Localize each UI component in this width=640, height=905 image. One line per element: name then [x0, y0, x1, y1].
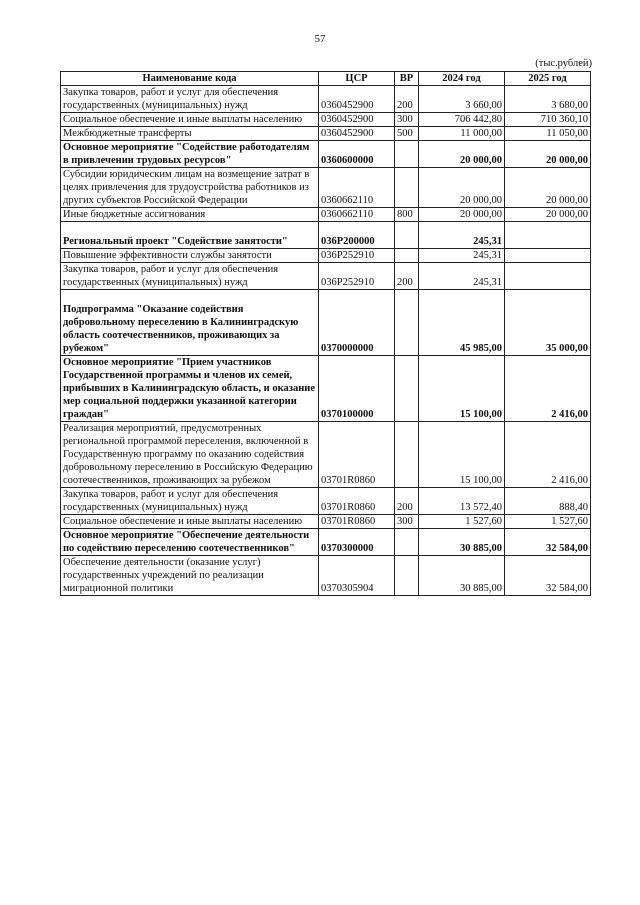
- table-row: [61, 141, 591, 168]
- table-row: [61, 556, 591, 596]
- cell-csr: 0370300000: [319, 529, 395, 556]
- cell-vr: 300: [395, 113, 419, 127]
- cell-2025: 888,40: [505, 488, 591, 515]
- cell-name: Повышение эффективности службы занятости: [61, 249, 319, 263]
- cell-2025: [505, 263, 591, 290]
- table-row: [61, 86, 591, 113]
- cell-vr: [395, 529, 419, 556]
- cell-name: Региональный проект "Содействие занятости": [61, 222, 319, 249]
- header-vr: ВР: [395, 72, 419, 86]
- cell-vr: [395, 249, 419, 263]
- cell-vr: 500: [395, 127, 419, 141]
- cell-2024: 30 885,00: [419, 556, 505, 596]
- table-row: [61, 488, 591, 515]
- cell-2024: 245,31: [419, 249, 505, 263]
- cell-name: Социальное обеспечение и иные выплаты населению: [61, 113, 319, 127]
- cell-name: Основное мероприятие "Обеспечение деятельности по содействию переселению соотечественников": [61, 529, 319, 556]
- cell-name: Закупка товаров, работ и услуг для обеспечения государственных (муниципальных) нужд: [61, 488, 319, 515]
- budget-table: [60, 71, 591, 596]
- cell-csr: 0370100000: [319, 356, 395, 422]
- cell-name: Основное мероприятие "Прием участников Государственной программы и членов их семей, прибывших в Калининградскую область, и оказание мер социальной поддержки указанной категории граждан": [61, 356, 319, 422]
- table-row: [61, 515, 591, 529]
- cell-vr: [395, 556, 419, 596]
- cell-2025: 710 360,10: [505, 113, 591, 127]
- cell-2025: 20 000,00: [505, 208, 591, 222]
- cell-2024: 15 100,00: [419, 422, 505, 488]
- cell-2025: 32 584,00: [505, 529, 591, 556]
- table-row: [61, 422, 591, 488]
- cell-vr: [395, 290, 419, 356]
- cell-2025: 3 680,00: [505, 86, 591, 113]
- cell-2024: 20 000,00: [419, 141, 505, 168]
- cell-2024: 245,31: [419, 222, 505, 249]
- cell-name: Основное мероприятие "Содействие работодателям в привлечении трудовых ресурсов": [61, 141, 319, 168]
- cell-2024: 13 572,40: [419, 488, 505, 515]
- cell-2025: 11 050,00: [505, 127, 591, 141]
- cell-csr: 0360662110: [319, 168, 395, 208]
- cell-csr: 036P200000: [319, 222, 395, 249]
- cell-vr: [395, 168, 419, 208]
- cell-2025: 32 584,00: [505, 556, 591, 596]
- cell-2024: 11 000,00: [419, 127, 505, 141]
- cell-csr: 03701R0860: [319, 515, 395, 529]
- cell-2025: 2 416,00: [505, 356, 591, 422]
- table-row: [61, 263, 591, 290]
- cell-2024: 20 000,00: [419, 208, 505, 222]
- page-number: 57: [314, 33, 326, 45]
- header-name: Наименование кода: [61, 72, 319, 86]
- cell-name: Субсидии юридическим лицам на возмещение затрат в целях привлечения для трудоустройства работников из других субъектов Российской Федерации: [61, 168, 319, 208]
- cell-name: Подпрограмма "Оказание содействия добровольному переселению в Калининградскую область соотечественников, проживающих за рубежом": [61, 290, 319, 356]
- cell-name: Межбюджетные трансферты: [61, 127, 319, 141]
- cell-csr: 0360452900: [319, 113, 395, 127]
- cell-vr: [395, 141, 419, 168]
- table-row: [61, 113, 591, 127]
- cell-vr: 800: [395, 208, 419, 222]
- cell-2025: 1 527,60: [505, 515, 591, 529]
- cell-csr: 0370305904: [319, 556, 395, 596]
- table-row: [61, 529, 591, 556]
- cell-name: Обеспечение деятельности (оказание услуг) государственных учреждений по реализации миграционной политики: [61, 556, 319, 596]
- table-row: [61, 168, 591, 208]
- cell-2024: 45 985,00: [419, 290, 505, 356]
- cell-name: Реализация мероприятий, предусмотренных региональной программой переселения, включенной в Государственную программу по оказанию содействия добровольному переселению в Российскую Федерацию соотечественников, проживающих за рубежом: [61, 422, 319, 488]
- header-csr: ЦСР: [319, 72, 395, 86]
- header-2024: 2024 год: [419, 72, 505, 86]
- cell-csr: 0360452900: [319, 127, 395, 141]
- cell-2025: 2 416,00: [505, 422, 591, 488]
- cell-csr: 0360452900: [319, 86, 395, 113]
- table-row: [61, 249, 591, 263]
- table-row: [61, 127, 591, 141]
- cell-vr: [395, 222, 419, 249]
- cell-csr: 03701R0860: [319, 488, 395, 515]
- cell-name: Закупка товаров, работ и услуг для обеспечения государственных (муниципальных) нужд: [61, 263, 319, 290]
- cell-vr: 300: [395, 515, 419, 529]
- table-body: [61, 86, 591, 596]
- cell-2024: 20 000,00: [419, 168, 505, 208]
- cell-2024: 30 885,00: [419, 529, 505, 556]
- cell-csr: 0360662110: [319, 208, 395, 222]
- cell-vr: 200: [395, 488, 419, 515]
- cell-2025: 20 000,00: [505, 141, 591, 168]
- cell-2025: [505, 249, 591, 263]
- header-2025: 2025 год: [505, 72, 591, 86]
- cell-csr: 0370000000: [319, 290, 395, 356]
- cell-name: Закупка товаров, работ и услуг для обеспечения государственных (муниципальных) нужд: [61, 86, 319, 113]
- cell-2024: 706 442,80: [419, 113, 505, 127]
- cell-2025: 35 000,00: [505, 290, 591, 356]
- cell-2024: 3 660,00: [419, 86, 505, 113]
- cell-name: Социальное обеспечение и иные выплаты населению: [61, 515, 319, 529]
- cell-vr: 200: [395, 263, 419, 290]
- cell-2025: [505, 222, 591, 249]
- cell-vr: 200: [395, 86, 419, 113]
- table-row: [61, 222, 591, 249]
- cell-name: Иные бюджетные ассигнования: [61, 208, 319, 222]
- cell-csr: 0360600000: [319, 141, 395, 168]
- table-row: [61, 356, 591, 422]
- cell-csr: 03701R0860: [319, 422, 395, 488]
- units-label: (тыс.рублей): [535, 58, 592, 69]
- cell-csr: 036P252910: [319, 263, 395, 290]
- table-row: [61, 208, 591, 222]
- cell-2024: 15 100,00: [419, 356, 505, 422]
- table-header-row: [61, 72, 591, 86]
- cell-2024: 245,31: [419, 263, 505, 290]
- cell-2024: 1 527,60: [419, 515, 505, 529]
- table-row: [61, 290, 591, 356]
- cell-csr: 036P252910: [319, 249, 395, 263]
- cell-2025: 20 000,00: [505, 168, 591, 208]
- cell-vr: [395, 422, 419, 488]
- cell-vr: [395, 356, 419, 422]
